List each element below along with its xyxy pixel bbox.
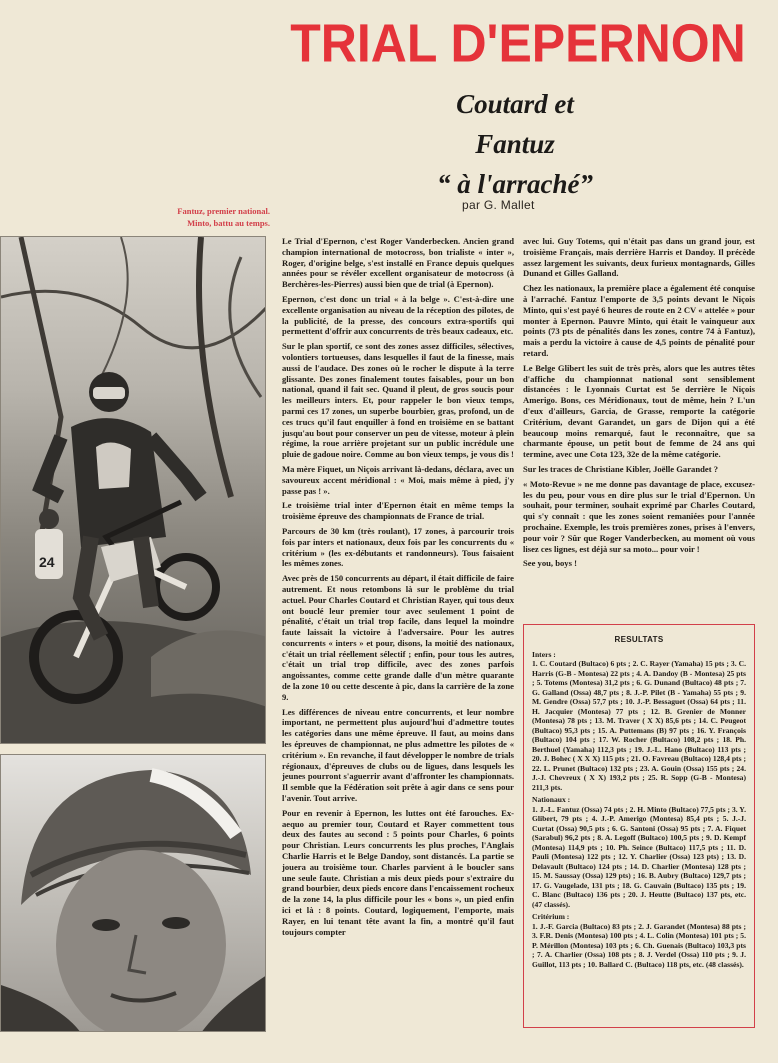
results-category-title: Inters : [532,649,556,659]
article-subtitle [400,84,630,204]
paragraph: avec lui. Guy Totems, qui n'était pas dans un grand jour, est troisième Français, mais derrière Harris et Dandoy. Il précède assez largement les suivants, deux furieux montagnards, Gilles Dunand et Gilles Galland. [523,236,755,279]
page-title: TRIAL D'EPERNON [290,12,746,74]
paragraph: Parcours de 30 km (très roulant), 17 zones, à parcourir trois fois par inters et nationaux, deux fois par les concurrents du « critérium » (les ex-débutants et randonneurs). Tous faisaient les mêmes zones. [282,525,514,569]
subtitle-line: Coutard et [456,89,574,119]
results-list: 1. J.-L. Fantuz (Ossa) 74 pts ; 2. H. Minto (Bultaco) 77,5 pts ; 3. Y. Glibert, 79 pts ; 4. J.-P. Amerigo (Montesa) 85,4 pts ; 5. J.-J. Curtat (Ossa) 90,5 pts ; 6. G. Santoni (Ossa) 95 pts ; 7. A. Fiquet (Sarabul) 96,2 pts ; 8. A. Legoff (Bultaco) 100,5 pts ; 9. D. Kempf (Montesa) 114,9 pts ; 10. Ph. Seince (Bultaco) 117,5 pts ; 11. D. Pauli (Montesa) 122 pts ; 12. Y. Charlier (Ossa) 123 pts) ; 13. D. Delavault (Bultaco) 124 pts ; 14. D. Charlier (Montesa) 128 pts ; 15. M. Saussay (Ossa) 129 pts) ; 16. B. Aubry (Bultaco) 129,7 pts ; 17. G. Vaugelade, 131 pts ; 18. G. Cauvain (Bultaco) 135 pts ; 19. C. Blanc (Bultaco) 136 pts ; 20. J. Heutte (Bultaco) 137 pts, etc. (47 classés). [532,804,746,909]
rider-photo [0,236,266,744]
results-list: 1. J.-F. Garcia (Bultaco) 83 pts ; 2. J. Garandet (Montesa) 88 pts ; 3. F.R. Denis (Montesa) 100 pts ; 4. L. Colin (Montesa) 101 pts ; 5. P. Mérillon (Montesa) 103 pts ; 6. Ch. Guenais (Bultaco) 103,3 pts ; 7. A. Charlier (Ossa) 108 pts ; 8. J. Verdel (Ossa) 110 pts ; 9. J. Guillot, 113 pts ; 10. Ballard C. (Bultaco) 118 pts, etc. (48 classés). [532,921,746,969]
results-heading: RESULTATS [614,635,664,644]
caption-line: Fantuz, premier national. [177,206,270,216]
paragraph: Sur le plan sportif, ce sont des zones assez difficiles, sélectives, volontiers tortueuses, dans lesquelles il faut de la finesse, mais aussi de l'audace. Des zones où le rocher le dispute à la terre glissante. Des zones finalement toutes faisables, pour un bon national, quand il fait sec. Quand il pleut, de gros soucis pour les meilleurs inters. Et, pour rappeler le bon vieux temps, parmi ces 17 zones, un superbe bourbier, gras, profond, un de ces trucs qu'il faut enquiller à fond en troisième en se battant jusqu'au bout pour conserver un peu de vitesse, moteur à plein régime, la roue arrière projetant sur un public incrédule une pluie de gadoue noire. Comme au bon vieux temps, je vous dis ! [282,341,514,460]
results-category-title: Nationaux : [532,795,571,804]
byline: par G. Mallet [462,198,535,212]
portrait-photo-illustration [1,755,266,1032]
article-column-2 [523,236,755,618]
results-category-title: Critérium : [532,912,570,921]
article-column-1 [282,236,514,1032]
paragraph: Le Belge Glibert les suit de très près, alors que les autres têtes d'affiche du championnat national sont sensiblement distancées : le Lyonnais Curtat est 5e derrière le Niçois Amerigo. Bons, ces Méridionaux, tout de même, hein ? L'un d'eux d'ailleurs, Garcia, de Grasse, remporte la catégorie Critérium, devant Garandet, un gars de Dijon qui a été beaucoup moins remarqué, faut le reconnaître, que sa charmante épouse, un petit bout de femme de 24 ans qui termine, avec une Cota 123, 32e de la même catégorie. [523,362,755,460]
portrait-photo [0,754,266,1032]
paragraph: « Moto-Revue » ne me donne pas davantage de place, excusez-les du peu, pour vous en dire plus sur le trial d'Epernon. Un souhait, pour terminer, souhait exprimé par Charles Coutard, qui s'y connaît : que les zones soient remaniées pour l'année prochaine. Exemple, les trois premières zones, prises à l'envers, pour voir ? Sûr que Roger Vanderbecken, au moment où vous lisez ces lignes, est déjà sur sa moto... pour voir ! [523,478,755,554]
paragraph: Le Trial d'Epernon, c'est Roger Vanderbecken. Ancien grand champion international de motocross, bon trialiste « inter », Roger, d'origine belge, s'est installé en France depuis quelques années pour se révéler excellent organisateur de motocross (à Berchères-les-Pierres) aussi bien que de trial (à Epernon). [282,236,514,290]
paragraph: Avec près de 150 concurrents au départ, il était difficile de faire autrement. Et nous retombons là sur le problème du trial actuel. Pour Charles Coutard et Christian Rayer, qui tous deux ont bouclé leur premier tour avec seulement 1 point de pénalité, c'était un trial trop facile, dans lequel la moindre faute laissait la victoire à l'adversaire. Pour les autres concurrents « inters » et pour, disons, la moitié des nationaux, c'était un trial réellement sélectif ; enfin, pour tous les autres, c'était un trial trop difficile, avec des zones parfois angoissantes, comme cette grande dalle d'un mètre quarante de la zone 10 ou cette descente à pic, dans la carrière de la zone 9. [282,573,514,702]
paragraph: Sur les traces de Christiane Kibler, Joëlle Garandet ? [523,463,719,474]
results-list: 1. C. Coutard (Bultaco) 6 pts ; 2. C. Rayer (Yamaha) 15 pts ; 3. C. Harris (G-B - Montesa) 22 pts ; 4. A. Dandoy (B - Montesa) 25 pts ; 5. Totems (Montesa) 31,2 pts ; 6. G. Dunand (Bultaco) 48 pts ; 7. G. Galland (Ossa) 48,7 pts ; 8. J.-P. Pilet (B - Yamaha) 55 pts ; 9. M. Gendre (Ossa) 57,7 pts ; 10. J.-P. Bessaguet (Ossa) 64 pts ; 11. H. Jacquier (Montesa) 77 pts ; 12. B. Grenier de Monner (Montesa) 78 pts ; 13. M. Traver ( X X) 85,6 pts ; 14. C. Peugeot (Bultaco) 95,3 pts ; 15. A. Puttemans (B) 97 pts ; 16. Y. François (Bultaco) 104 pts ; 17. W. Rocher (Bultaco) 108,2 pts ; 18. Ph. Berthuel (Yamaha) 112,3 pts ; 19. J.-L. Hano (Bultaco) 113 pts ; 20. J. Bohec ( X X X) 115 pts ; 21. O. Favreau (Bultaco) 128,4 pts ; 22. L. Prunet (Bultaco) 132 pts ; 23. A. Gouin (Ossa) 155 pts ; 24. J.-J. Chevreux ( X X) 193,2 pts ; 25. R. Sopp (G-B - Montesa) 211,3 pts. [532,659,746,792]
paragraph: Ma mère Fiquet, un Niçois arrivant là-dedans, déclara, avec un savoureux accent méridional : « Moi, mais même à pied, j'y passe pas ! ». [282,463,514,496]
paragraph: Les différences de niveau entre concurrents, et leur nombre important, ne permettent plus aujourd'hui d'admettre toutes les catégories dans une même épreuve. Il faut, au moins dans les épreuves de championnat, ne plus admettre les pilotes de « critérium ». En revanche, il faut développer le nombre de trials régionaux, d'épreuves de clubs ou de ligues, dans lesquels les jeunes pourront s'aguerrir avant d'affronter les championnats. Il semble que la Fédération soit prête à agir dans ce sens pour l'avenir. Tout arrive. [282,706,514,804]
rider-photo-illustration [1,237,266,744]
subtitle-line: Fantuz [475,129,555,159]
paragraph: Chez les nationaux, la première place a également été conquise à l'arraché. Fantuz l'emporte de 3,5 points devant le Niçois Minto, qui s'est payé 6 heures de route en 2 CV « attelée » pour monter à Epernon. Pauvre Minto, qui était le vainqueur aux points (73 pts de pénalités dans les zones, contre 74 à Fantuz), mais a perdu la victoire à cause de 4,5 points de pénalité pour retard. [523,283,755,358]
paragraph: Le troisième trial inter d'Epernon était en même temps la troisième épreuve des championnats de France de trial. [282,500,514,522]
caption-line: Minto, battu au temps. [187,218,270,228]
paragraph: Pour en revenir à Epernon, les luttes ont été farouches. Ex-aequo au premier tour, Coutard et Rayer commettent tous deux des fautes au second : 5 points pour Charles, 6 points pour Christian. Leurs concurrents les plus proches, l'Anglais Charlie Harris et le Belge Dandoy, sont distancés. La partie se jouera au troisième tour. Charles parvient à le boucler sans une seule faute. Christian a mis deux pieds pour s'extraire du grand bourbier, deux pieds encore dans l'encaissement rocheux de la zone 14, la plus difficile pour les « bons », un pied enfin ici et là : 8 points. Coutard, logiquement, l'emporte, mais Rayer, en lui tenant tête avant la fin, a montré qu'il faut toujours compter [282,807,514,937]
results-box [523,624,755,1028]
paragraph: Epernon, c'est donc un trial « à la belge ». C'est-à-dire une excellente organisation au niveau de la réception des pilotes, de la publicité, de la presse, des concours extra-sportifs qui permettent d'offrir aux concurrents de très beaux cadeaux, etc. [282,293,514,337]
race-number: 24 [39,554,55,570]
subtitle-line: “ à l'arraché” [436,169,593,199]
photo-caption [130,205,270,229]
paragraph: See you, boys ! [523,558,577,569]
